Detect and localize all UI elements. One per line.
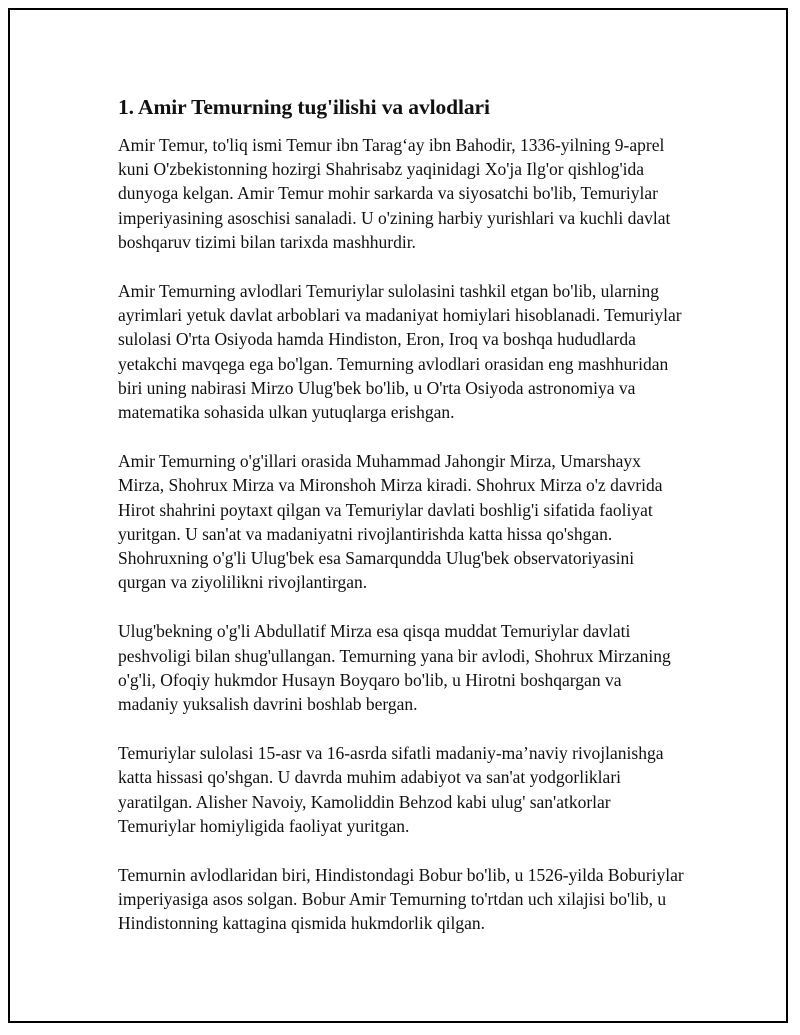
document-body: [118, 92, 686, 961]
paragraph-birth: Amir Temur, to'liq ismi Temur ibn Taragʻay ibn Bahodir, 1336-yilning 9-aprel kuni O'zbekistonning hozirgi Shahrisabz yaqinidagi Xo'ja Ilg'or qishlog'ida dunyoga kelgan. Amir Temur mohir sarkarda va siyosatchi bo'lib, Temuriylar imperiyasining asoschisi sanaladi. U o'zining harbiy yurishlari va kuchli davlat boshqaruv tizimi bilan tarixda mashhurdir.: [118, 135, 671, 252]
paragraph-abdullatif: Ulug'bekning o'g'li Abdullatif Mirza esa qisqa muddat Temuriylar davlati peshvoligi bilan shug'ullangan. Temurning yana bir avlodi, Shohrux Mirzaning o'g'li, Ofoqiy hukmdor Husayn Boyqaro bo'lib, u Hirotni boshqargan va madaniy yuksalish davrini boshlab bergan.: [118, 621, 671, 715]
paragraph-culture: Temuriylar sulolasi 15-asr va 16-asrda sifatli madaniy-maʼnaviy rivojlanishga katta hissasi qo'shgan. U davrda muhim adabiyot va san'at yodgorliklari yaratilgan. Alisher Navoiy, Kamoliddin Behzod kabi ulug' san'atkorlar Temuriylar homiyligida faoliyat yuritgan.: [118, 743, 664, 836]
section-heading: 1. Amir Temurning tug'ilishi va avlodlari: [118, 95, 490, 119]
paragraph-descendants: Amir Temurning avlodlari Temuriylar sulolasini tashkil etgan bo'lib, ularning ayrimlari yetuk davlat arboblari va madaniyat homiylari hisoblanadi. Temuriylar sulolasi O'rta Osiyoda hamda Hindiston, Eron, Iroq va boshqa hududlarda yetakchi mavqega ega bo'lgan. Temurning avlodlari orasidan eng mashhuridan biri uning nabirasi Mirzo Ulug'bek bo'lib, u O'rta Osiyoda astronomiya va matematika sohasida ulkan yutuqlarga erishgan.: [118, 281, 682, 423]
paragraph-babur: Temurnin avlodlaridan biri, Hindistondagi Bobur bo'lib, u 1526-yilda Boburiylar imperiyasiga asos solgan. Bobur Amir Temurning to'rtdan uch xilajisi bo'lib, u Hindistonning kattagina qismida hukmdorlik qilgan.: [118, 865, 684, 934]
paragraph-sons: Amir Temurning o'g'illari orasida Muhammad Jahongir Mirza, Umarshayx Mirza, Shohrux Mirza va Mironshoh Mirza kiradi. Shohrux Mirza o'z davrida Hirot shahrini poytaxt qilgan va Temuriylar davlati boshlig'i sifatida faoliyat yuritgan. U san'at va madaniyatni rivojlantirishda katta hissa qo'shgan. Shohruxning o'g'li Ulug'bek esa Samarqundda Ulug'bek observatoriyasini qurgan va ziyolilikni rivojlantirgan.: [118, 451, 663, 593]
